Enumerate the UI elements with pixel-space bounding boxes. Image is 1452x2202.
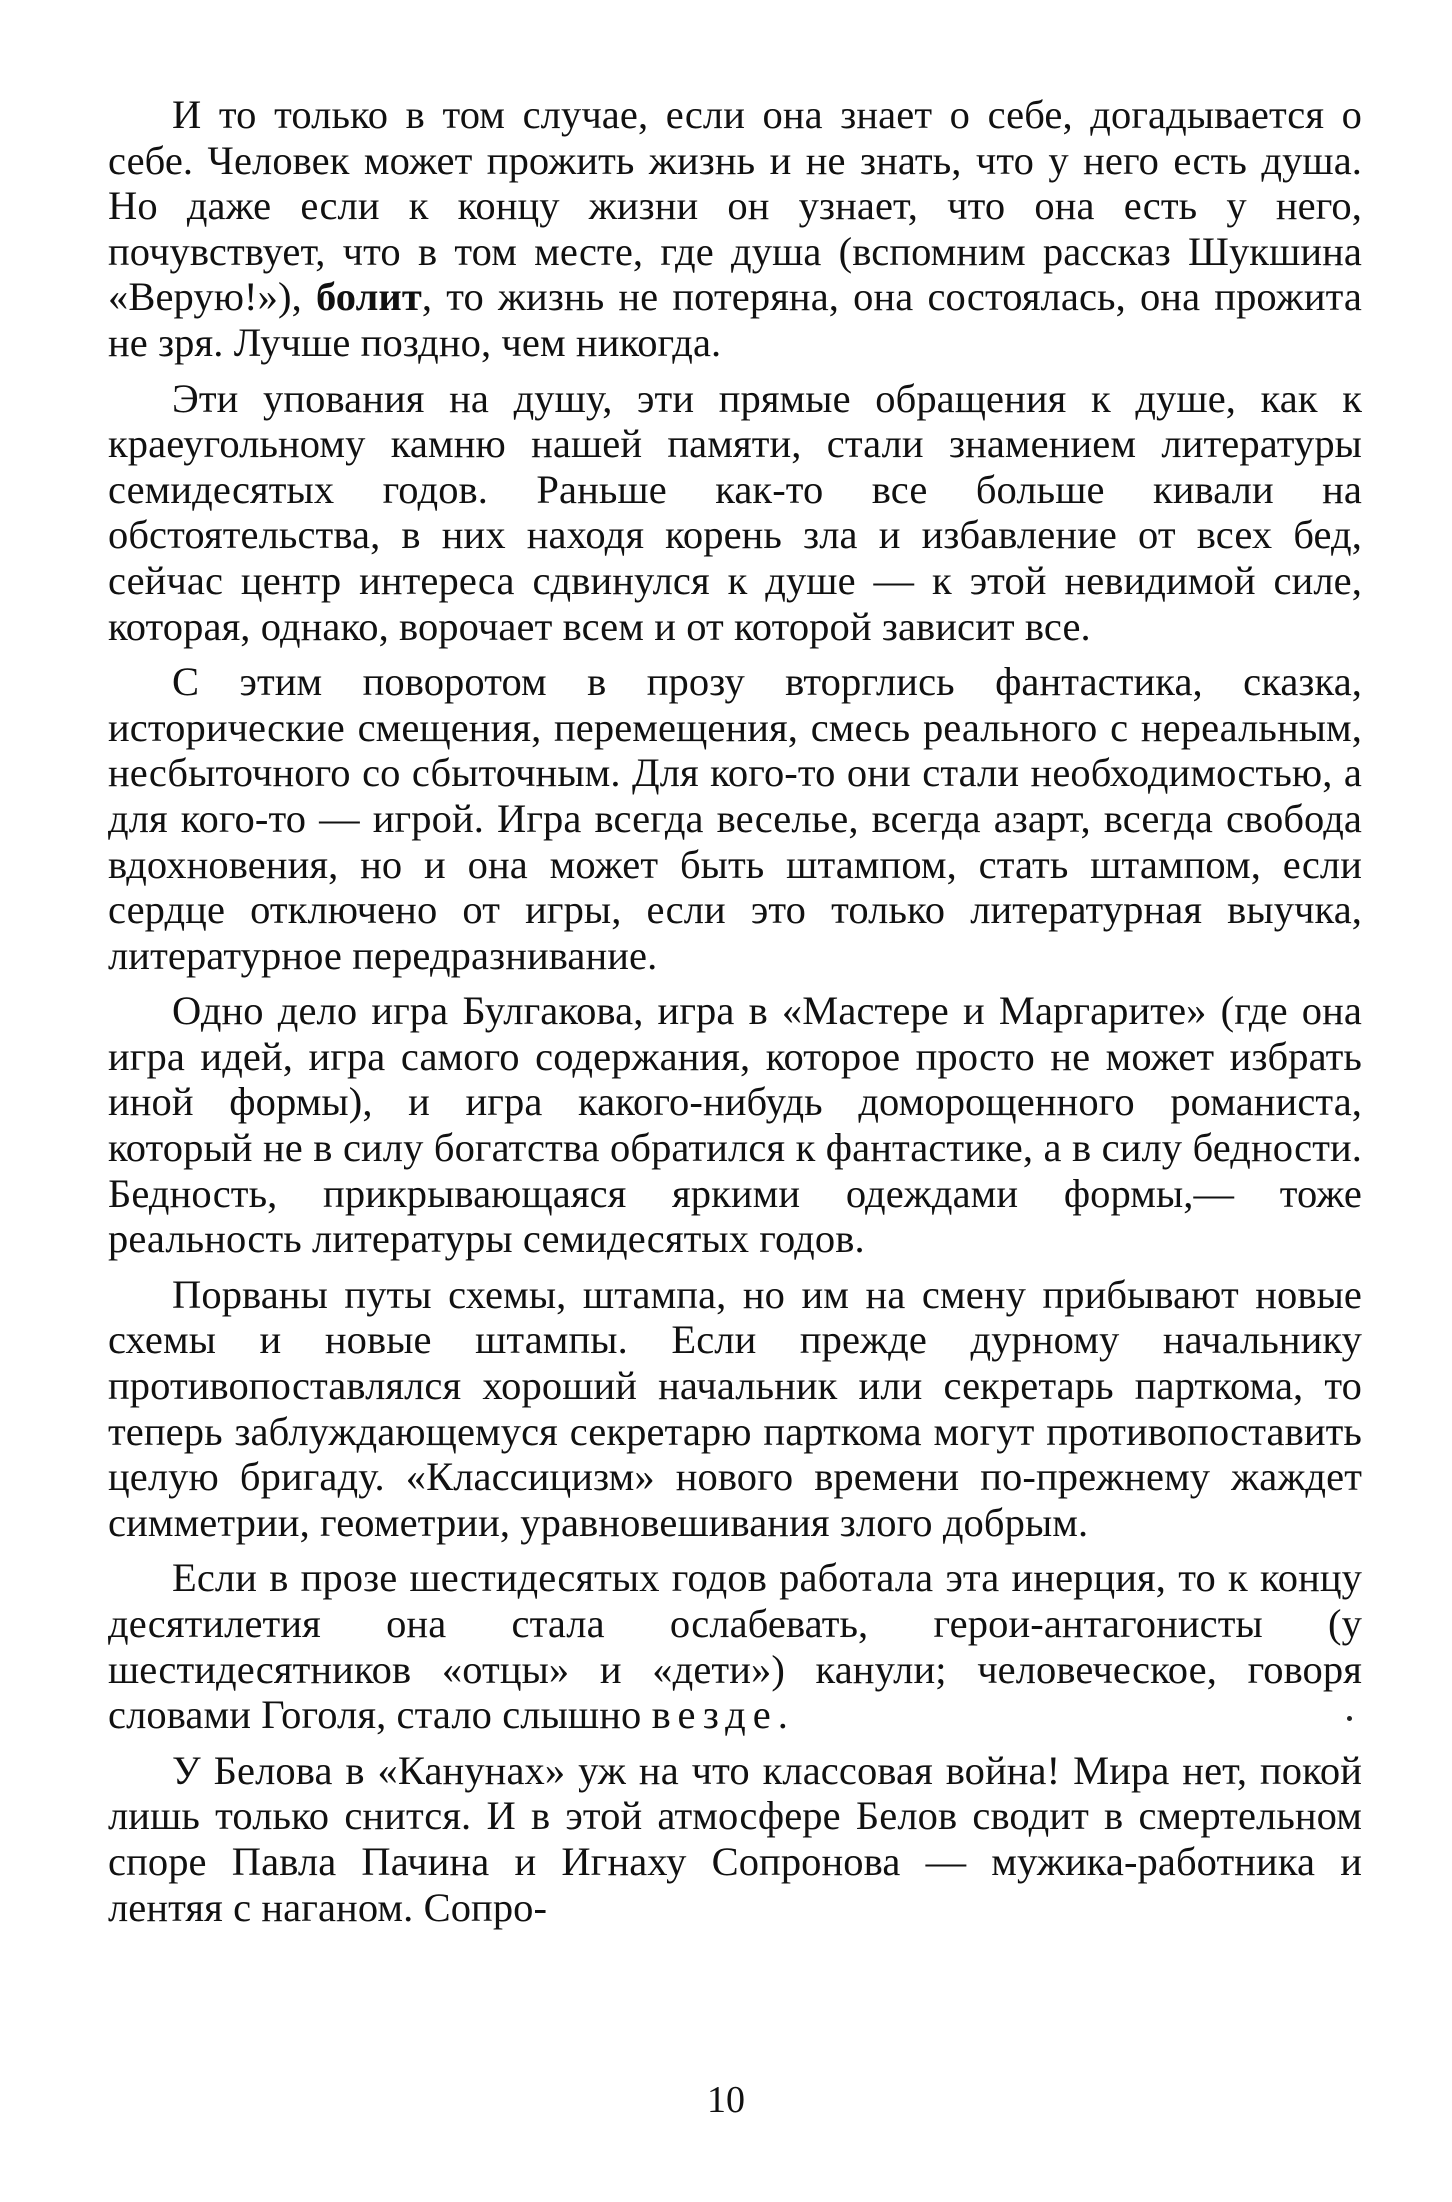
paragraph-1-bold-word: болит xyxy=(315,274,422,320)
page-body xyxy=(108,92,1362,2092)
paragraph-1 xyxy=(108,92,1362,366)
paragraph-7-text: У Белова в «Канунах» уж на что классовая война! Мира нет, покой лишь только снится. И в этой атмосфере Белов сводит в смертельном споре Павла Пачина и Игнаху Сопронова — мужика-работника и лентяя с наганом. Сопро- xyxy=(108,1747,1362,1930)
paragraph-6-text-a: Если в прозе шестидесятых годов работала эта инерция, то к концу десятилетия она стала ослабевать, герои-антагонисты (у шестидесятников «отцы» и «дети») канули; человеческое, говоря словами Гоголя, стало слышно xyxy=(108,1555,1362,1738)
paragraph-2-text: Эти упования на душу, эти прямые обращения к душе, как к краеугольному камню нашей памяти, стали знамением литературы семидесятых годов. Раньше как-то все больше кивали на обстоятельства, в них находя корень зла и избавление от всех бед, сейчас центр интереса сдвинулся к душе — к этой невидимой силе, которая, однако, ворочает всем и от которой зависит все. xyxy=(108,375,1362,649)
paragraph-1-text-a: И то только в том случае, если она знает о себе, догадывается о себе. Человек может прожить жизнь и не знать, что у него есть душа. Но даже если к концу жизни он узнает, что она есть у него, почувствует, что в том месте, где душа (вспомним рассказ Шукшина «Верую!»), xyxy=(108,92,1362,320)
paragraph-4-text: Одно дело игра Булгакова, игра в «Мастере и Маргарите» (где она игра идей, игра самого содержания, которое просто не может избрать иной формы), и игра какого-нибудь доморощенного романиста, который не в силу богатства обратился к фантастике, а в силу бедности. Бедность, прикрывающаяся яркими одеждами формы,— тоже реальность литературы семидесятых годов. xyxy=(108,988,1362,1262)
paragraph-3-text: С этим поворотом в прозу вторглись фантастика, сказка, исторические смещения, перемещения, смесь реального с нереальным, несбыточного со сбыточным. Для кого-то они стали необходимостью, а для кого-то — игрой. Игра всегда веселье, всегда азарт, всегда свобода вдохновения, но и она может быть штампом, стать штампом, если сердце отключено от игры, если это только литературная выучка, литературное передразнивание. xyxy=(108,659,1362,978)
paragraph-2 xyxy=(108,376,1362,650)
paragraph-1-text-b: , то жизнь не потеряна, она состоялась, она прожита не зря. Лучше поздно, чем никогда. xyxy=(108,274,1362,365)
paragraph-3 xyxy=(108,659,1362,978)
paragraph-5 xyxy=(108,1272,1362,1546)
page-number: 10 xyxy=(707,2079,745,2121)
paragraph-6-text-b: . xyxy=(777,1692,789,1738)
print-speck xyxy=(1347,1716,1352,1721)
paragraph-6 xyxy=(108,1555,1362,1737)
paragraph-6-spaced-word: везде xyxy=(651,1692,778,1738)
paragraph-5-text: Порваны путы схемы, штампа, но им на смену прибывают новые схемы и новые штампы. Если прежде дурному начальнику противопоставлялся хороший начальник или секретарь парткома, то теперь заблуждающемуся секретарю парткома могут противопоставить целую бригаду. «Классицизм» нового времени по-прежнему жаждет симметрии, геометрии, уравновешивания злого добрым. xyxy=(108,1271,1362,1545)
paragraph-4 xyxy=(108,988,1362,1262)
paragraph-7 xyxy=(108,1748,1362,1930)
